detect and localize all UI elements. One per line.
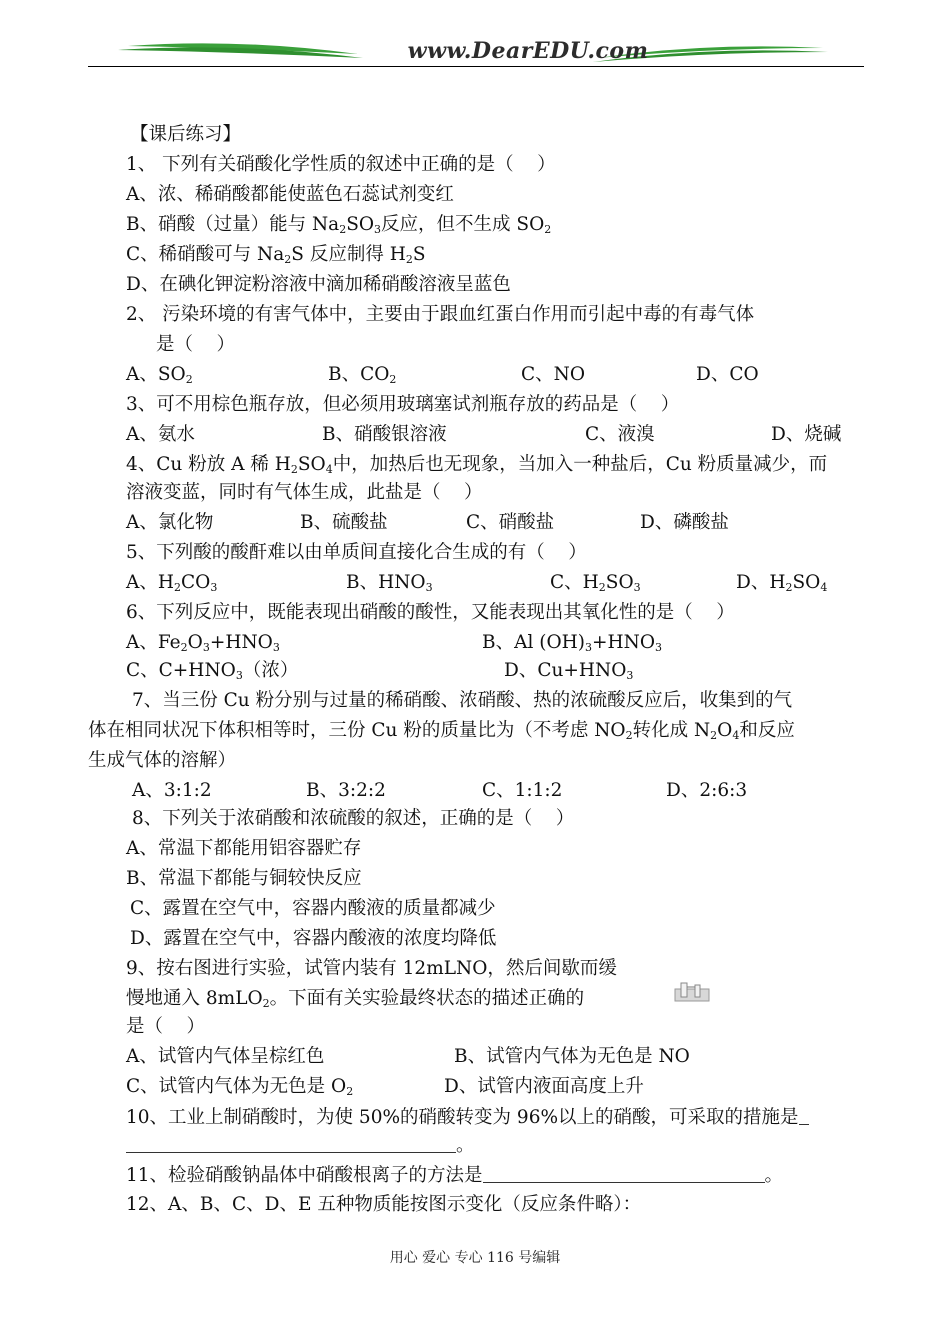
q1-option-d: D、在碘化钾淀粉溶液中滴加稀硝酸溶液呈蓝色 — [126, 274, 511, 295]
q4-option-b: B、硫酸盐 — [300, 512, 388, 533]
apparatus-figure-icon — [673, 981, 711, 1003]
q6-option-b: B、Al $(OH)_3+HNO_3$ — [482, 632, 662, 654]
q8-option-a: A、常温下都能用铝容器贮存 — [126, 838, 362, 859]
q8-option-b: B、常温下都能与铜较快反应 — [126, 868, 362, 889]
q9-option-b: B、试管内气体为无色是 NO — [454, 1046, 690, 1067]
q12-stem: 12、A、B、C、D、E 五种物质能按图示变化（反应条件略）： — [126, 1194, 642, 1215]
page-footer: 用心 爱心 专心 116 号编辑 — [389, 1250, 561, 1266]
q4-option-c: C、硝酸盐 — [466, 512, 555, 533]
q4-stem: 4、Cu 粉放 A 稀 $H_2SO_4$中，加热后也无现象，当加入一种盐后，Cu 粉质量减少，而 — [126, 454, 828, 476]
q10-answer-blank-start — [799, 1106, 809, 1125]
section-title: 【课后练习】 — [130, 124, 242, 145]
q9-option-a: A、试管内气体呈棕红色 — [126, 1046, 325, 1067]
q1-option-b: B、硝酸（过量）能与 $Na_2SO_3$反应，但不生成 $SO_2$ — [126, 214, 552, 236]
q7-option-a: A、3:1:2 — [132, 780, 212, 801]
q4-stem-cont: 溶液变蓝，同时有气体生成，此盐是（ ） — [126, 482, 483, 503]
q8-option-d: D、露置在空气中，容器内酸液的浓度均降低 — [130, 928, 497, 949]
q2-option-b: B、$CO_2$ — [328, 364, 397, 386]
q1-option-a: A、浓、稀硝酸都能使蓝色石蕊试剂变红 — [126, 184, 454, 205]
q7-line-3: 生成气体的溶解） — [88, 750, 237, 771]
site-brand[interactable]: www.DearEDU.com — [407, 38, 649, 64]
q2-option-d: D、CO — [696, 364, 759, 385]
q4-option-d: D、磷酸盐 — [640, 512, 729, 533]
header-rule — [88, 66, 864, 67]
q9-line-3: 是（ ） — [126, 1016, 206, 1037]
q9-line-2: 慢地通入 8mLO$_2$。下面有关实验最终状态的描述正确的 — [126, 988, 585, 1010]
q3-option-a: A、氨水 — [126, 424, 195, 445]
q6-option-d: D、$Cu+HNO_3$ — [504, 660, 634, 682]
q5-option-c: C、$H_2SO_3$ — [550, 572, 641, 594]
q11-stem: 11、检验硝酸钠晶体中硝酸根离子的方法是 。 — [126, 1165, 784, 1186]
q7-line-1: 7、当三份 Cu 粉分别与过量的稀硝酸、浓硝酸、热的浓硫酸反应后，收集到的气 — [132, 690, 793, 711]
q10-answer-blank[interactable] — [126, 1134, 456, 1153]
q9-option-c: C、试管内气体为无色是 $O_2$ — [126, 1076, 354, 1098]
q5-option-a: A、$H_2CO_3$ — [126, 572, 218, 594]
q1-option-c: C、稀硝酸可与 $Na_2S$ 反应制得 $H_2S$ — [126, 244, 426, 266]
q2-stem-cont: 是（ ） — [156, 334, 236, 355]
q7-option-b: B、3:2:2 — [306, 780, 386, 801]
q8-stem: 8、下列关于浓硝酸和浓硫酸的叙述，正确的是（ ） — [132, 808, 575, 829]
q10-line-2: 。 — [126, 1134, 475, 1157]
q4-option-a: A、氯化物 — [126, 512, 214, 533]
q2-stem: 2、 污染环境的有害气体中，主要由于跟血红蛋白作用而引起中毒的有毒气体 — [126, 304, 755, 325]
q8-option-c: C、露置在空气中，容器内酸液的质量都减少 — [130, 898, 496, 919]
q3-stem: 3、可不用棕色瓶存放，但必须用玻璃塞试剂瓶存放的药品是（ ） — [126, 394, 680, 415]
q2-option-c: C、NO — [521, 364, 586, 385]
q3-option-b: B、硝酸银溶液 — [322, 424, 447, 445]
q3-option-c: C、液溴 — [585, 424, 655, 445]
q6-option-c: C、$C+HNO_3$（浓） — [126, 660, 299, 682]
q7-line-2: 体在相同状况下体积相等时，三份 Cu 粉的质量比为（不考虑 $NO_2$转化成 $N_2O_4$和反应 — [88, 720, 795, 742]
q5-stem: 5、下列酸的酸酐难以由单质间直接化合生成的有（ ） — [126, 542, 587, 563]
q5-option-d: D、$H_2SO_4$ — [736, 572, 828, 594]
q1-stem: 1、 下列有关硝酸化学性质的叙述中正确的是（ ） — [126, 154, 556, 175]
q5-option-b: B、$HNO_3$ — [346, 572, 433, 594]
q7-option-d: D、2:6:3 — [666, 780, 748, 801]
q10-line-1: 10、工业上制硝酸时，为使 50%的硝酸转变为 96%以上的硝酸，可采取的措施是 — [126, 1106, 809, 1129]
q3-option-d: D、烧碱 — [771, 424, 842, 445]
page-header — [88, 36, 864, 70]
q6-option-a: A、$Fe_2O_3+HNO_3$ — [126, 632, 280, 654]
q9-line-1: 9、按右图进行实验，试管内装有 12mLNO，然后间歇而缓 — [126, 958, 617, 979]
q6-stem: 6、下列反应中，既能表现出硝酸的酸性，又能表现出其氧化性的是（ ） — [126, 602, 735, 623]
q11-answer-blank[interactable] — [483, 1164, 765, 1183]
q2-option-a: A、$SO_2$ — [126, 364, 193, 386]
q9-option-d: D、试管内液面高度上升 — [444, 1076, 644, 1097]
q7-option-c: C、1:1:2 — [482, 780, 563, 801]
